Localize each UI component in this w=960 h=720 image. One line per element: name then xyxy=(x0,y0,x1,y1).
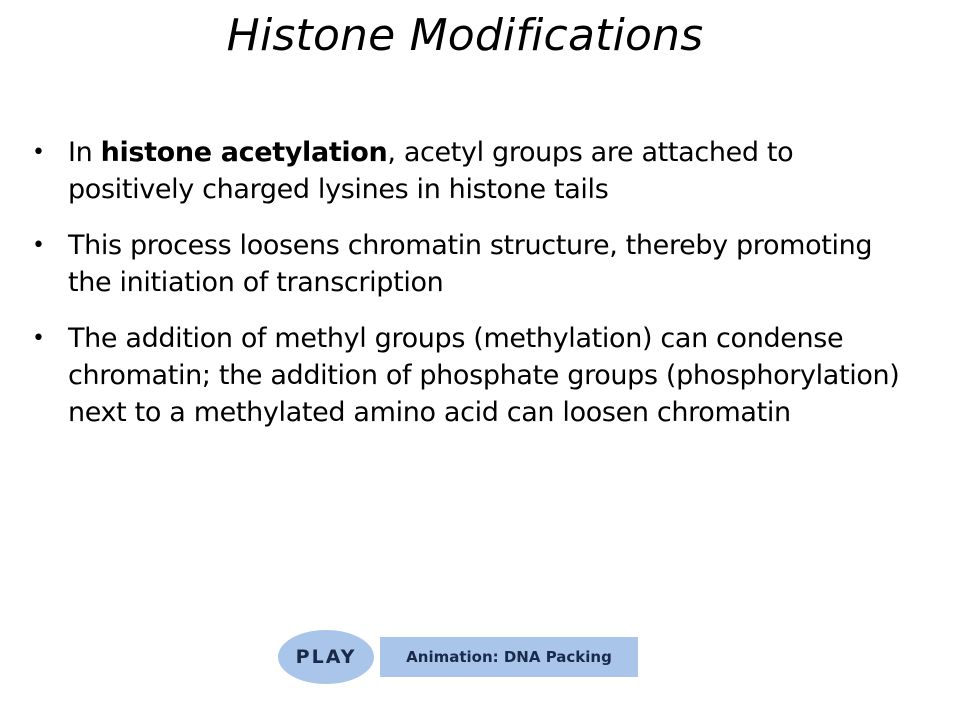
bullet-text: This process loosens chromatin structure, thereby promoting the initiation of transcription xyxy=(68,230,873,298)
play-button-label: PLAY xyxy=(295,646,357,668)
animation-link-label: Animation: DNA Packing xyxy=(406,648,612,666)
bullet-text: The addition of methyl groups (methylation) can condense chromatin; the addition of phosphate groups (phosphorylation) next to a methylated amino acid can loosen chromatin xyxy=(68,323,900,428)
bullet-dot-icon: • xyxy=(32,326,45,351)
bullet-text-suffix: , acetyl groups are attached to positively charged lysines in histone tails xyxy=(68,137,794,205)
bullet-text-prefix: In xyxy=(68,137,101,168)
bullet-item-acetylation xyxy=(32,134,912,208)
bullet-dot-icon: • xyxy=(32,233,45,258)
play-button[interactable] xyxy=(278,630,374,684)
slide-title: Histone Modifications xyxy=(226,10,704,61)
animation-link-button[interactable] xyxy=(380,637,638,677)
bullet-item-methylation xyxy=(32,320,912,431)
bullet-text-emphasis: histone acetylation xyxy=(100,137,388,168)
bullet-list xyxy=(32,134,912,450)
bullet-text xyxy=(68,137,793,205)
bullet-item-loosens xyxy=(32,227,912,301)
bullet-dot-icon: • xyxy=(32,140,45,165)
